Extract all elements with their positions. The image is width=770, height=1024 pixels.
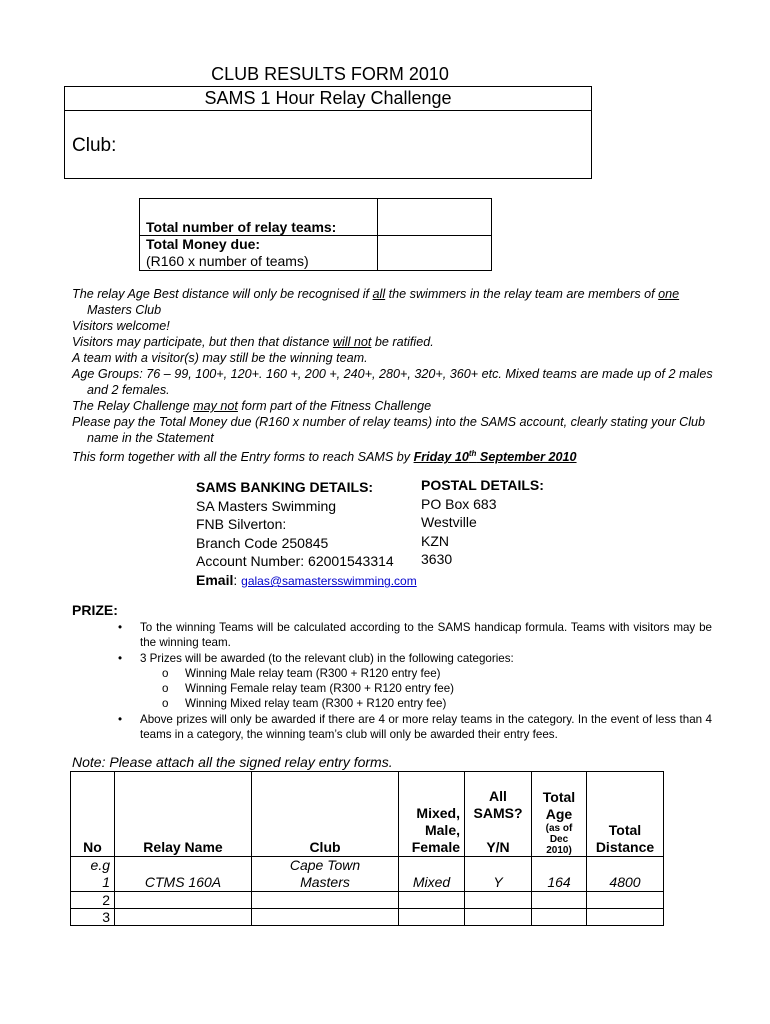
money-label-cell (140, 236, 378, 271)
prize-category: o Winning Mixed relay team (R300 + R120 entry fee) (162, 697, 447, 711)
banking-details (196, 478, 394, 571)
club-cell[interactable] (252, 909, 399, 926)
prize-category: o Winning Male relay team (R300 + R120 entry fee) (162, 666, 441, 680)
example-distance: 4800 (587, 857, 664, 892)
example-club: Cape Town Masters (252, 857, 399, 892)
rule-age-best: The relay Age Best distance will only be recognised if all the swimmers in the relay team are members of one Masters Club (72, 287, 680, 317)
header-total-distance: Total Distance (587, 772, 664, 857)
header-no: No (71, 772, 115, 857)
attach-note: Note: Please attach all the signed relay entry forms. (72, 754, 393, 770)
club-label: Club: (72, 135, 117, 156)
money-note: (R160 x number of teams) (146, 253, 309, 269)
postal-line: PO Box 683 (421, 495, 497, 512)
postal-line: Westville (421, 514, 477, 530)
banking-heading: SAMS BANKING DETAILS: (196, 479, 374, 495)
mixed-cell[interactable] (399, 892, 465, 909)
example-age: 164 (532, 857, 587, 892)
money-value-cell[interactable] (378, 236, 492, 271)
header-relay-name: Relay Name (115, 772, 252, 857)
teams-value-cell[interactable] (378, 199, 492, 236)
rules-section (72, 286, 722, 465)
banking-line: FNB Silverton: (196, 516, 287, 532)
relay-name-cell[interactable] (115, 892, 252, 909)
money-label: Total Money due: (146, 236, 261, 252)
banking-line: Branch Code 250845 (196, 534, 329, 551)
rule-age-groups: Age Groups: 76 – 99, 100+, 120+. 160 +, 200 +, 240+, 280+, 320+, 360+ etc. Mixed teams are made up of 2 males and 2 females. (72, 367, 713, 397)
prize-bullet: • Above prizes will only be awarded if there are 4 or more relay teams in the category. In the event of less than 4 teams in a category, the winning team’s club will only be awarded their entry fees. (118, 712, 712, 742)
prize-category: o Winning Female relay team (R300 + R120 entry fee) (162, 682, 455, 696)
form-title: CLUB RESULTS FORM 2010 (211, 64, 449, 84)
prize-bullet: • 3 Prizes will be awarded (to the relevant club) in the following categories: (118, 651, 514, 665)
totals-table (139, 198, 492, 271)
example-no: e.g 1 (71, 857, 115, 892)
row-number: 2 (71, 892, 115, 909)
table-row (71, 857, 664, 892)
rule-visitors-welcome: Visitors welcome! (72, 319, 170, 333)
example-sams: Y (465, 857, 532, 892)
sams-cell[interactable] (465, 892, 532, 909)
rule-deadline: This form together with all the Entry forms to reach SAMS by Friday 10th September 2010 (72, 449, 577, 465)
table-row (71, 892, 664, 909)
banking-line: Account Number: 62001543314 (196, 553, 394, 569)
email-label: Email (196, 572, 234, 588)
header-mixed: Mixed, Male, Female (399, 772, 465, 857)
table-row (71, 909, 664, 926)
example-name: CTMS 160A (115, 857, 252, 892)
club-box (64, 86, 592, 179)
email-row: Email: galas@samastersswimming.com (196, 572, 417, 588)
header-total-age: Total Age (as of Dec 2010) (532, 772, 587, 857)
rule-fitness: The Relay Challenge may not form part of the Fitness Challenge (72, 399, 432, 413)
mixed-cell[interactable] (399, 909, 465, 926)
postal-heading: POSTAL DETAILS: (421, 477, 544, 493)
club-cell[interactable] (252, 892, 399, 909)
distance-cell[interactable] (587, 909, 664, 926)
header-club: Club (252, 772, 399, 857)
rule-visitor-team: A team with a visitor(s) may still be the winning team. (72, 351, 368, 365)
entries-table (70, 771, 664, 926)
header-all-sams: All SAMS? Y/N (465, 772, 532, 857)
banking-line: SA Masters Swimming (196, 497, 337, 514)
teams-label: Total number of relay teams: (146, 219, 337, 235)
sams-cell[interactable] (465, 909, 532, 926)
prize-list (118, 620, 712, 742)
example-mixed: Mixed (399, 857, 465, 892)
age-cell[interactable] (532, 892, 587, 909)
teams-label-cell (140, 199, 378, 236)
distance-cell[interactable] (587, 892, 664, 909)
relay-name-cell[interactable] (115, 909, 252, 926)
rule-visitors-ratified: Visitors may participate, but then that distance will not be ratified. (72, 335, 434, 349)
form-subtitle: SAMS 1 Hour Relay Challenge (65, 87, 591, 111)
row-number: 3 (71, 909, 115, 926)
prize-bullet: • To the winning Teams will be calculated according to the SAMS handicap formula. Teams with visitors may be the winning team. (118, 621, 712, 650)
email-link[interactable]: galas@samastersswimming.com (241, 574, 417, 588)
postal-details (421, 476, 544, 569)
deadline-date: Friday 10th September 2010 (413, 449, 577, 465)
table-header-row (71, 772, 664, 857)
prize-heading: PRIZE: (72, 602, 118, 618)
postal-line: KZN (421, 532, 449, 549)
postal-line: 3630 (421, 551, 453, 567)
age-cell[interactable] (532, 909, 587, 926)
rule-payment: Please pay the Total Money due (R160 x number of relay teams) into the SAMS account, clearly stating your Club name in the Statement (72, 415, 706, 445)
